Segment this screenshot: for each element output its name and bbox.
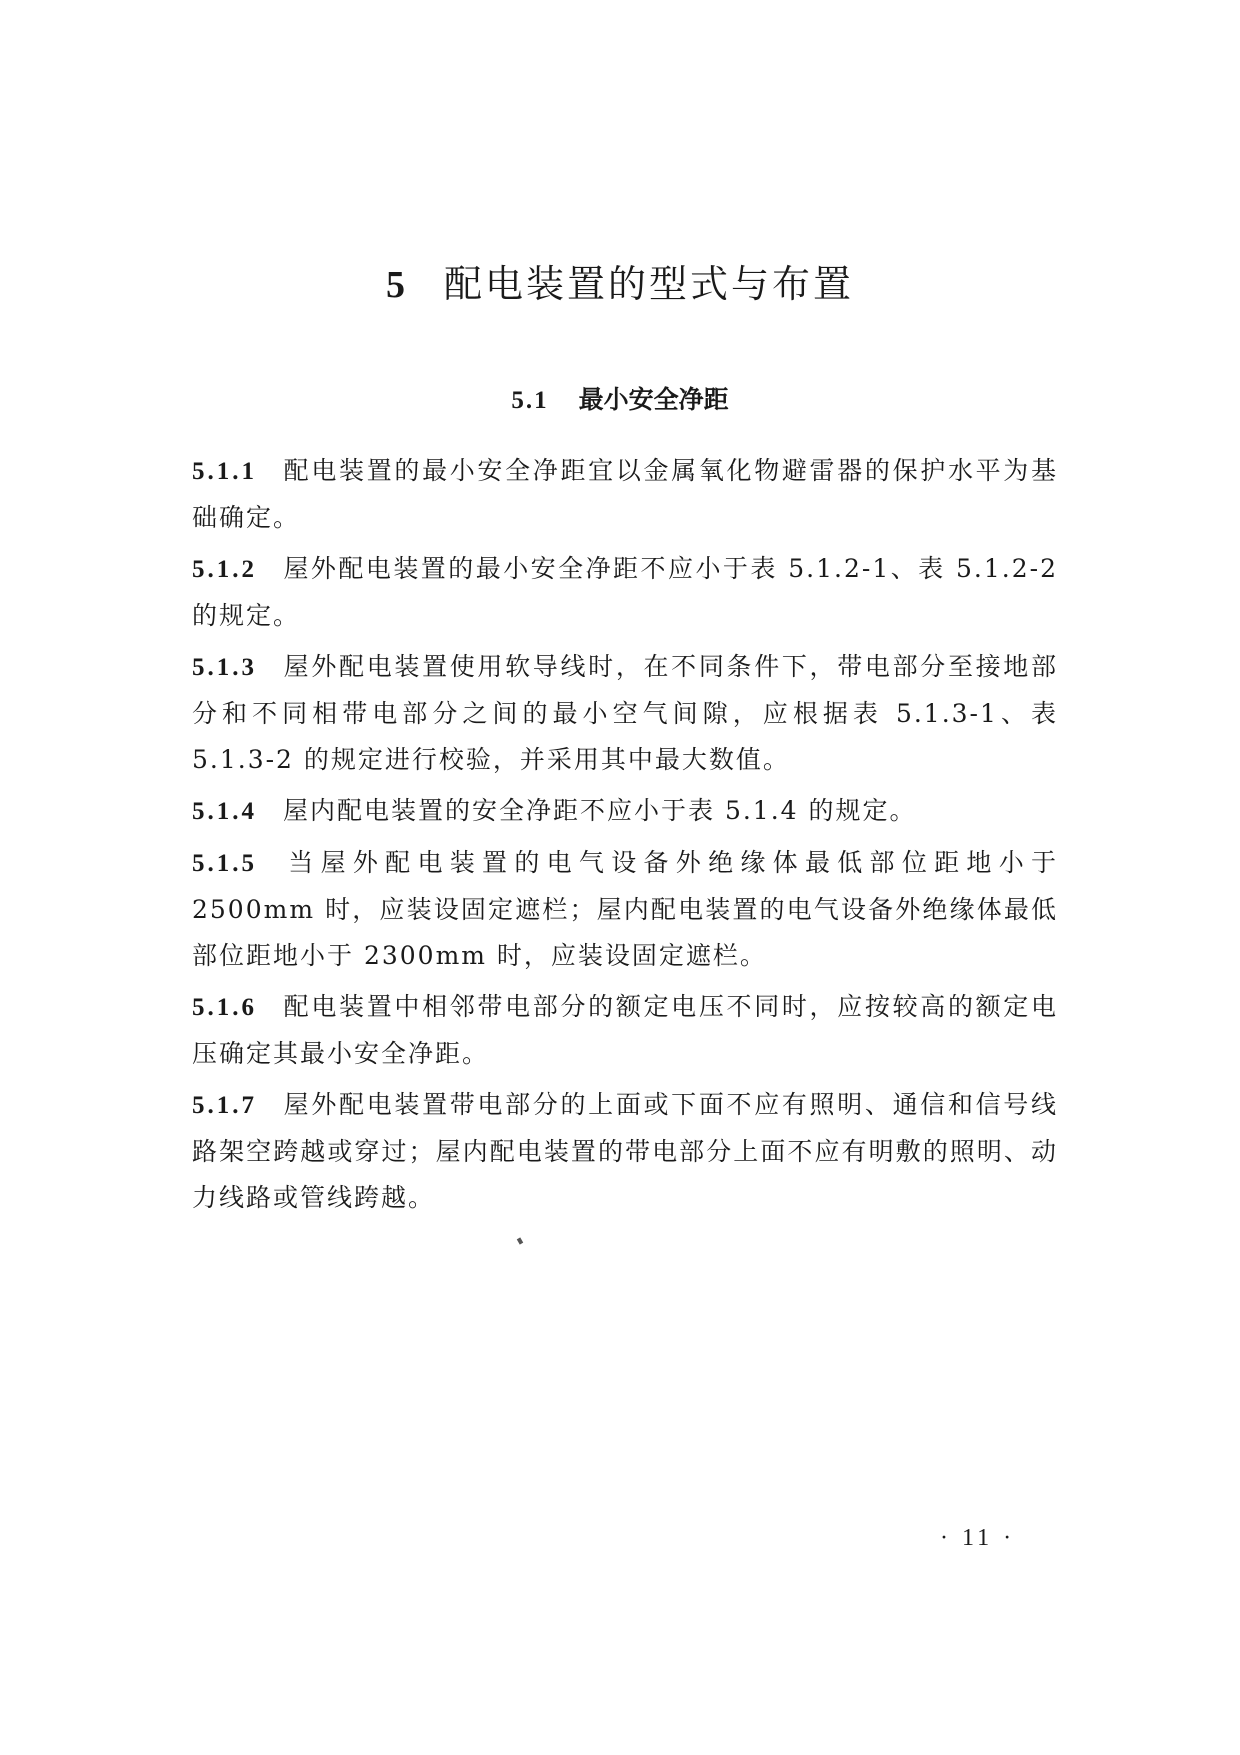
clause-number: 5.1.4 <box>192 798 257 825</box>
chapter-number: 5 <box>385 264 408 306</box>
clause-text: 屋外配电装置的最小安全净距不应小于表 5.1.2-1、表 5.1.2-2 的规定。 <box>192 554 1058 630</box>
clause-text: 屋外配电装置带电部分的上面或下面不应有照明、通信和信号线路架空跨越或穿过；屋内配电装置的带电部分上面不应有明敷的照明、动力线路或管线跨越。 <box>192 1090 1058 1212</box>
clause-text: 配电装置的最小安全净距宜以金属氧化物避雷器的保护水平为基础确定。 <box>192 456 1058 532</box>
clause-number: 5.1.1 <box>192 458 257 485</box>
clause-number: 5.1.3 <box>192 654 257 681</box>
section-number: 5.1 <box>511 387 549 414</box>
clause-5-1-4 <box>192 788 1058 835</box>
section-title <box>0 380 1240 421</box>
clause-number: 5.1.7 <box>192 1092 257 1119</box>
chapter-title-text: 配电装置的型式与布置 <box>443 262 854 306</box>
clause-5-1-1 <box>192 448 1058 541</box>
clause-number: 5.1.6 <box>192 994 257 1021</box>
clause-number: 5.1.5 <box>192 850 257 877</box>
scan-speck <box>517 1237 523 1244</box>
chapter-title <box>0 258 1240 311</box>
clause-text: 当屋外配电装置的电气设备外绝缘体最低部位距地小于 2500mm 时，应装设固定遮栏；屋内配电装置的电气设备外绝缘体最低部位距地小于 2300mm 时，应装设固定遮栏。 <box>192 848 1058 970</box>
clause-5-1-7 <box>192 1082 1058 1221</box>
clause-text: 屋外配电装置使用软导线时，在不同条件下，带电部分至接地部分和不同相带电部分之间的最小空气间隙，应根据表 5.1.3-1、表 5.1.3-2 的规定进行校验，并采用其中最大数值。 <box>192 652 1058 774</box>
section-title-text: 最小安全净距 <box>578 385 729 414</box>
clause-5-1-3 <box>192 644 1058 783</box>
clause-5-1-6 <box>192 984 1058 1077</box>
clause-5-1-5 <box>192 840 1058 979</box>
clause-list <box>192 448 1058 1226</box>
page-number: · 11 · <box>940 1525 1016 1551</box>
clause-number: 5.1.2 <box>192 556 257 583</box>
clause-text: 屋内配电装置的安全净距不应小于表 5.1.4 的规定。 <box>283 796 917 825</box>
clause-5-1-2 <box>192 546 1058 639</box>
clause-text: 配电装置中相邻带电部分的额定电压不同时，应按较高的额定电压确定其最小安全净距。 <box>192 992 1058 1068</box>
